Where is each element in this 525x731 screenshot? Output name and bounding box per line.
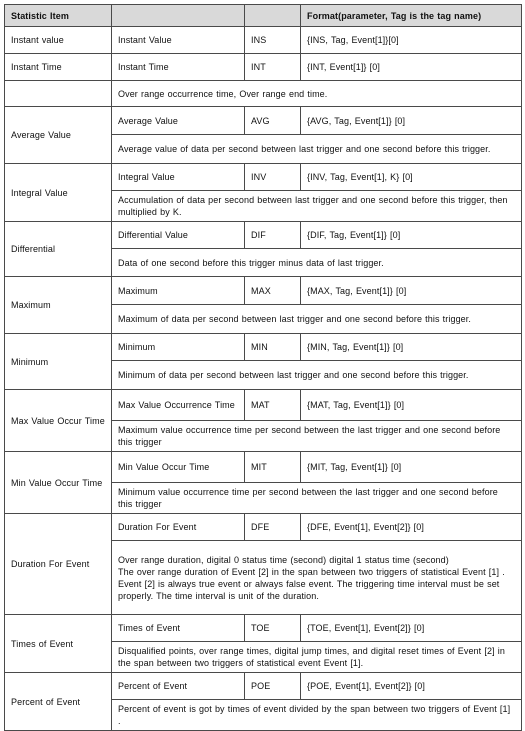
statistic-description: Disqualified points, over range times, digital jump times, and digital reset times of Event [2] in the span between two triggers of statistical event Event [1]. — [112, 642, 522, 673]
statistic-description: Minimum value occurrence time per second between the last trigger and one second before this trigger — [112, 483, 522, 514]
header-col2 — [112, 5, 245, 27]
statistic-table — [4, 4, 522, 731]
statistic-code: MIT — [245, 452, 301, 483]
table-row — [5, 673, 522, 700]
statistic-label: Times of Event — [112, 615, 245, 642]
statistic-description: Minimum of data per second between last trigger and one second before this trigger. — [112, 361, 522, 390]
table-row — [5, 615, 522, 642]
statistic-description: Over range duration, digital 0 status time (second) digital 1 status time (second) The over range duration of Event [2] in the span between two triggers of statistical Event [1] . Event [2] is always true event or always false event. The triggering time interval must be set properly. The time interval is unit of the duration. — [112, 541, 522, 615]
statistic-item-name: Maximum — [5, 277, 112, 334]
header-statistic-item: Statistic Item — [5, 5, 112, 27]
statistic-label: Max Value Occurrence Time — [112, 390, 245, 421]
table-row — [5, 390, 522, 421]
table-header-row — [5, 5, 522, 27]
statistic-format: {DFE, Event[1], Event[2]} [0] — [301, 514, 522, 541]
statistic-label: Percent of Event — [112, 673, 245, 700]
statistic-description: Average value of data per second between last trigger and one second before this trigger. — [112, 135, 522, 164]
statistic-description: Over range occurrence time, Over range end time. — [112, 81, 522, 107]
statistic-description: Maximum of data per second between last trigger and one second before this trigger. — [112, 305, 522, 334]
empty-cell — [5, 81, 112, 107]
statistic-format: {DIF, Tag, Event[1]} [0] — [301, 222, 522, 249]
table-row — [5, 164, 522, 191]
statistic-format: {MAX, Tag, Event[1]} [0] — [301, 277, 522, 305]
statistic-format: {MIN, Tag, Event[1]} [0] — [301, 334, 522, 361]
table-row — [5, 514, 522, 541]
table-row — [5, 452, 522, 483]
statistic-label: Duration For Event — [112, 514, 245, 541]
statistic-code: DFE — [245, 514, 301, 541]
statistic-label: Maximum — [112, 277, 245, 305]
statistic-format: {INS, Tag, Event[1]}[0] — [301, 27, 522, 54]
header-col3 — [245, 5, 301, 27]
statistic-format: {AVG, Tag, Event[1]} [0] — [301, 107, 522, 135]
statistic-code: INV — [245, 164, 301, 191]
statistic-code: MAT — [245, 390, 301, 421]
table-row — [5, 222, 522, 249]
statistic-format: {MIT, Tag, Event[1]} [0] — [301, 452, 522, 483]
description-row — [5, 81, 522, 107]
statistic-item-name: Instant Time — [5, 54, 112, 81]
table-row — [5, 334, 522, 361]
statistic-item-name: Percent of Event — [5, 673, 112, 731]
statistic-item-name: Instant value — [5, 27, 112, 54]
statistic-label: Instant Time — [112, 54, 245, 81]
table-row — [5, 27, 522, 54]
statistic-item-name: Differential — [5, 222, 112, 277]
statistic-label: Minimum — [112, 334, 245, 361]
statistic-format: {TOE, Event[1], Event[2]} [0] — [301, 615, 522, 642]
statistic-item-name: Average Value — [5, 107, 112, 164]
statistic-code: TOE — [245, 615, 301, 642]
statistic-item-name: Max Value Occur Time — [5, 390, 112, 452]
statistic-code: MIN — [245, 334, 301, 361]
statistic-item-name: Times of Event — [5, 615, 112, 673]
statistic-format: {POE, Event[1], Event[2]} [0] — [301, 673, 522, 700]
header-format: Format(parameter, Tag is the tag name) — [301, 5, 522, 27]
statistic-code: DIF — [245, 222, 301, 249]
statistic-label: Average Value — [112, 107, 245, 135]
statistic-item-name: Minimum — [5, 334, 112, 390]
statistic-label: Instant Value — [112, 27, 245, 54]
statistic-code: AVG — [245, 107, 301, 135]
statistic-label: Differential Value — [112, 222, 245, 249]
table-row — [5, 277, 522, 305]
table-row — [5, 54, 522, 81]
statistic-item-name: Duration For Event — [5, 514, 112, 615]
statistic-code: INT — [245, 54, 301, 81]
statistic-description: Data of one second before this trigger minus data of last trigger. — [112, 249, 522, 277]
statistic-code: POE — [245, 673, 301, 700]
statistic-description: Maximum value occurrence time per second between the last trigger and one second before this trigger — [112, 421, 522, 452]
statistic-format: {INT, Event[1]} [0] — [301, 54, 522, 81]
statistic-description: Percent of event is got by times of event divided by the span between two triggers of Event [1] . — [112, 700, 522, 731]
statistic-item-name: Min Value Occur Time — [5, 452, 112, 514]
statistic-item-name: Integral Value — [5, 164, 112, 222]
statistic-code: INS — [245, 27, 301, 54]
statistic-code: MAX — [245, 277, 301, 305]
statistic-format: {INV, Tag, Event[1], K} [0] — [301, 164, 522, 191]
table-row — [5, 107, 522, 135]
statistic-label: Min Value Occur Time — [112, 452, 245, 483]
statistic-label: Integral Value — [112, 164, 245, 191]
statistic-format: {MAT, Tag, Event[1]} [0] — [301, 390, 522, 421]
statistic-description: Accumulation of data per second between last trigger and one second before this trigger, then multiplied by K. — [112, 191, 522, 222]
